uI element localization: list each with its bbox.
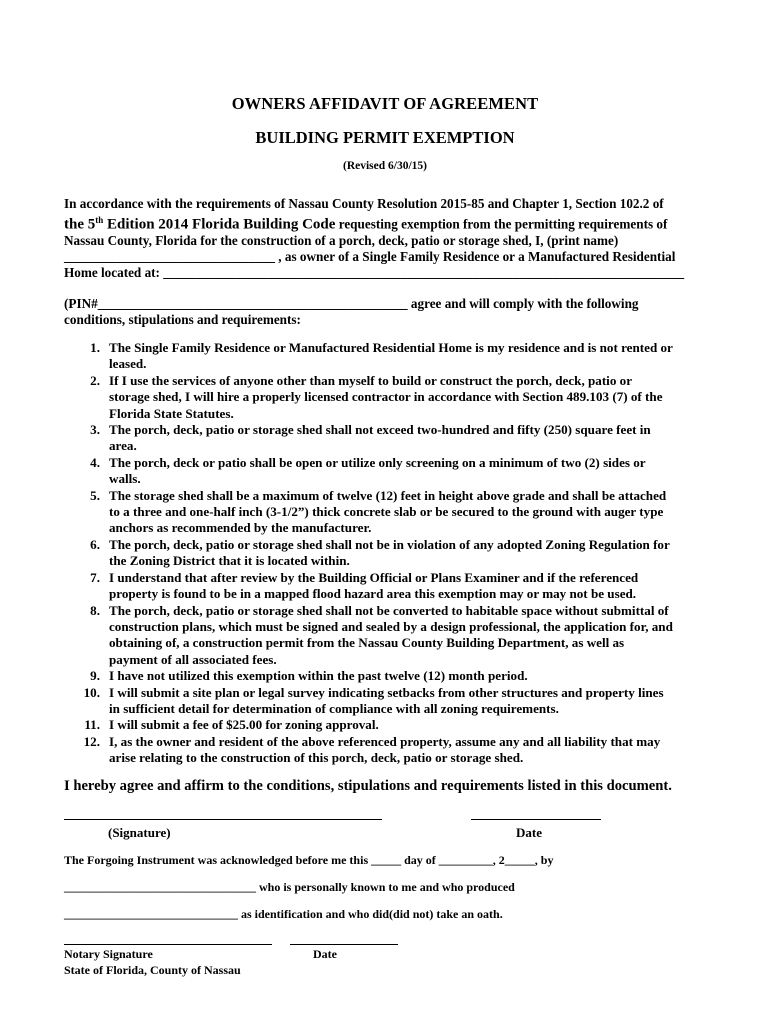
signature-label: (Signature) — [108, 825, 171, 840]
condition-text-line: The porch, deck or patio shall be open or utilize only screening on a minimum of two (2) sides or — [109, 454, 646, 470]
condition-item — [64, 373, 714, 422]
agreement-statement: I hereby agree and affirm to the conditions, stipulations and requirements listed in this document. — [64, 778, 672, 794]
condition-item — [64, 717, 714, 733]
notary-signature-line[interactable] — [64, 944, 272, 945]
condition-number: 12. — [83, 733, 100, 749]
revision-date: (Revised 6/30/15) — [342, 160, 427, 172]
intro-line-2 — [64, 212, 714, 233]
condition-text-line: to a three and one-half inch (3-1/2”) thick concrete slab or be secured to the ground with auger type — [109, 504, 664, 520]
condition-item — [64, 455, 714, 488]
condition-item — [64, 422, 714, 455]
condition-number: 10. — [83, 684, 100, 700]
condition-text-line: I will submit a fee of $25.00 for zoning approval. — [109, 717, 379, 733]
condition-number: 11. — [84, 717, 100, 733]
notary-date-label: Date — [313, 947, 337, 961]
condition-item — [64, 537, 714, 570]
condition-text-line: If I use the services of anyone other than myself to build or construct the porch, deck, patio or — [109, 372, 633, 388]
forgoing-instrument-line[interactable]: The Forgoing Instrument was acknowledged before me this _____ day of _________, 2_____, by — [64, 853, 554, 867]
date-line[interactable] — [471, 819, 601, 820]
date-label: Date — [516, 825, 542, 840]
condition-number: 1. — [90, 340, 100, 355]
state-county-label: State of Florida, County of Nassau — [64, 963, 241, 977]
condition-text-line: The storage shed shall be a maximum of twelve (12) feet in height above grade and shall be attached — [109, 487, 667, 503]
condition-text-line: in sufficient detail for determination of compliance with all zoning requirements. — [109, 700, 559, 716]
condition-text-line: The porch, deck, patio or storage shed shall not be in violation of any adopted Zoning Regulation for — [109, 536, 670, 552]
condition-item — [64, 488, 714, 537]
intro-line-2-suffix: requesting exemption from the permitting requirements of — [335, 216, 668, 232]
intro-line-3: Nassau County, Florida for the construction of a porch, deck, patio or storage shed, I, (print name) — [64, 232, 619, 248]
pin-line[interactable]: (PIN#_______________________________________________ agree and will comply with the following — [64, 296, 639, 311]
condition-text-line: area. — [109, 438, 137, 454]
conditions-list — [64, 340, 714, 767]
intro-line-2-prefix: the 5 — [64, 216, 96, 233]
pin-paragraph — [64, 296, 714, 329]
condition-text-line: arise relating to the construction of this porch, deck, patio or storage shed. — [109, 750, 524, 766]
notary-date-line[interactable] — [290, 944, 398, 945]
intro-paragraph — [64, 196, 714, 281]
condition-item — [64, 340, 714, 373]
condition-text-line: I have not utilized this exemption within the past twelve (12) month period. — [109, 668, 528, 684]
intro-ordinal-suffix: th — [95, 215, 104, 226]
document-title: OWNERS AFFIDAVIT OF AGREEMENT — [231, 94, 539, 113]
identification-line[interactable]: _____________________________ as identification and who did(did not) take an oath. — [64, 907, 503, 921]
condition-number: 2. — [90, 372, 100, 388]
condition-item — [64, 668, 714, 684]
condition-text-line: anchors as recommended by the manufacturer. — [109, 520, 372, 536]
condition-number: 6. — [90, 536, 100, 552]
condition-text-line: Florida State Statutes. — [109, 405, 234, 421]
condition-text-line: construction plans, which must be signed and sealed by a design professional, the application for, and — [109, 618, 673, 634]
condition-item — [64, 570, 714, 603]
condition-item — [64, 734, 714, 767]
condition-number: 3. — [90, 422, 100, 438]
owner-name-line[interactable]: ________________________________ , as owner of a Single Family Residence or a Manufactured Residential — [64, 249, 676, 264]
condition-text-line: I will submit a site plan or legal survey indicating setbacks from other structures and property lines — [109, 684, 664, 700]
notary-signature-label: Notary Signature — [64, 947, 153, 961]
home-location-line[interactable]: Home located at: _______________________________________________________________________________ — [64, 265, 685, 281]
condition-text-line: The Single Family Residence or Manufactured Residential Home is my residence and is not rented or — [109, 340, 673, 355]
condition-item — [64, 603, 714, 669]
condition-text-line: obtaining of, a construction permit from the Nassau County Building Department, as well as — [109, 635, 625, 651]
condition-text-line: storage shed, I will hire a properly licensed contractor in accordance with Section 489.103 (7) of the — [109, 389, 663, 405]
condition-text-line: the Zoning District that it is located within. — [109, 553, 350, 569]
building-code-name: Edition 2014 Florida Building Code — [103, 216, 336, 233]
condition-text-line: I, as the owner and resident of the above referenced property, assume any and all liability that may — [109, 733, 661, 749]
condition-text-line: walls. — [109, 471, 141, 487]
pin-line-2: conditions, stipulations and requirements: — [64, 312, 301, 328]
condition-text-line: property is found to be in a mapped flood hazard area this exemption may or may not be used. — [109, 586, 637, 602]
intro-line-1: In accordance with the requirements of Nassau County Resolution 2015-85 and Chapter 1, Section 102.2 of — [64, 196, 664, 211]
condition-number: 4. — [90, 454, 100, 470]
condition-text-line: The porch, deck, patio or storage shed shall not exceed two-hundred and fifty (250) square feet in — [109, 422, 651, 438]
condition-text-line: payment of all associated fees. — [109, 651, 277, 667]
condition-text-line: I understand that after review by the Building Official or Plans Examiner and if the referenced — [109, 569, 639, 585]
condition-number: 9. — [90, 668, 100, 684]
condition-number: 7. — [90, 569, 100, 585]
personally-known-line[interactable]: ________________________________ who is personally known to me and who produced — [64, 880, 515, 894]
condition-text-line: The porch, deck, patio or storage shed shall not be converted to habitable space without submittal of — [109, 602, 669, 618]
signature-line[interactable] — [64, 819, 382, 820]
condition-text-line: leased. — [109, 356, 147, 372]
condition-number: 8. — [90, 602, 100, 618]
condition-number: 5. — [90, 487, 100, 503]
document-subtitle: BUILDING PERMIT EXEMPTION — [255, 128, 515, 147]
condition-item — [64, 685, 714, 718]
